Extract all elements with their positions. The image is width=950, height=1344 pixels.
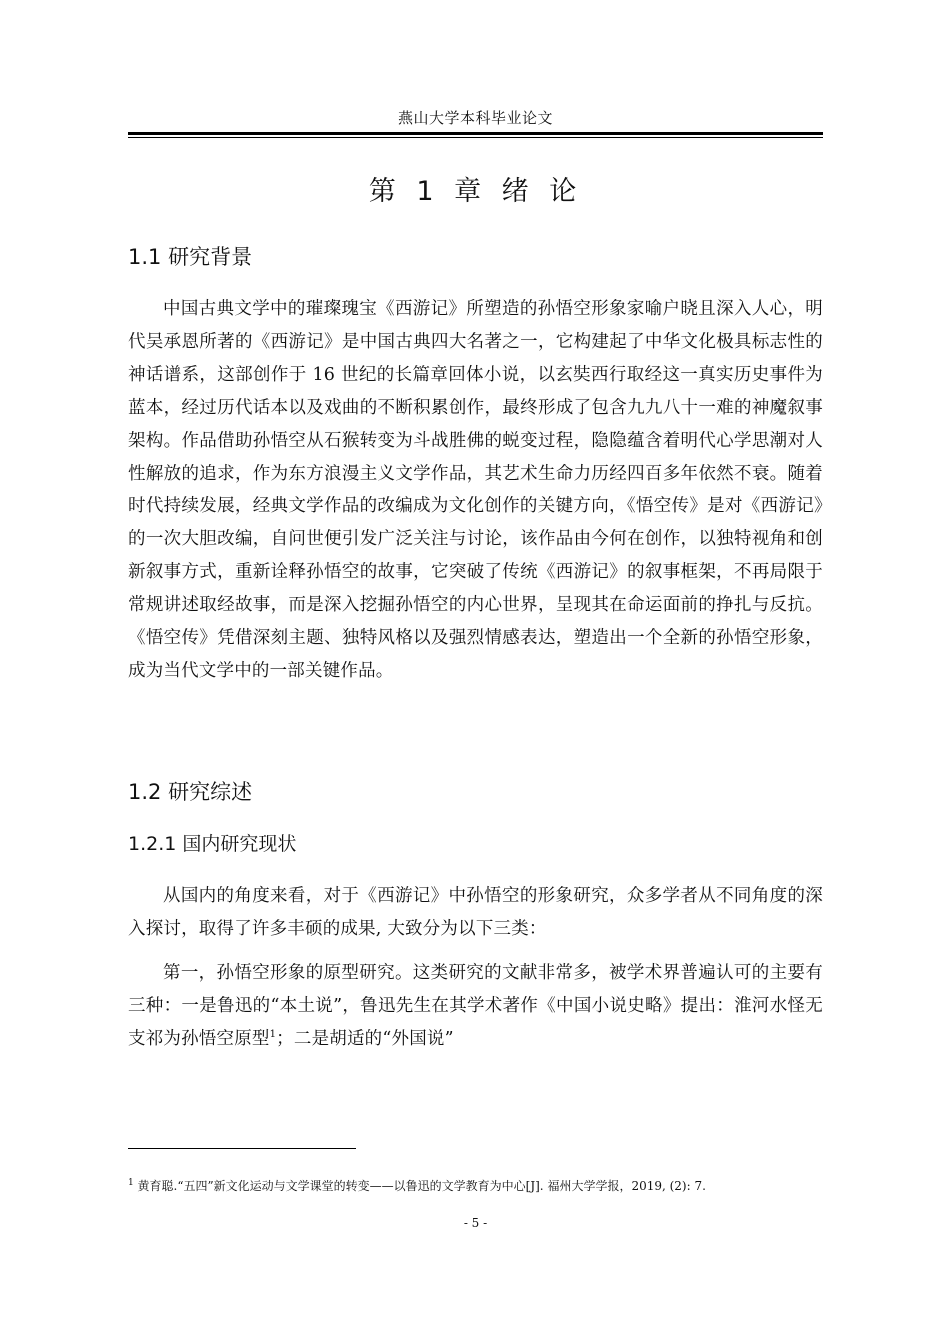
section-heading-1-2-1: 1.2.1 国内研究现状	[128, 833, 297, 855]
footnote-marker[interactable]: 1	[269, 1028, 277, 1040]
background-paragraph: 中国古典文学中的璀璨瑰宝《西游记》所塑造的孙悟空形象家喻户晓且深入人心，明代吴承恩所著的《西游记》是中国古典四大名著之一，它构建起了中华文化极具标志性的神话谱系，这部创作于 16 世纪的长篇章回体小说，以玄奘西行取经这一真实历史事件为蓝本，经过历代话本以及戏曲的不断积累创作，最终形成了包含九九八十一难的神魔叙事架构。作品借助孙悟空从石猴转变为斗战胜佛的蜕变过程，隐隐蕴含着明代心学思潮对人性解放的追求，作为东方浪漫主义文学作品，其艺术生命力历经四百多年依然不衰。随着时代持续发展，经典文学作品的改编成为文化创作的关键方向，《悟空传》是对《西游记》的一次大胆改编，自问世便引发广泛关注与讨论，该作品由今何在创作，以独特视角和创新叙事方式，重新诠释孙悟空的故事，它突破了传统《西游记》的叙事框架，不再局限于常规讲述取经故事，而是深入挖掘孙悟空的内心世界，呈现其在命运面前的挣扎与反抗。《悟空传》凭借深刻主题、独特风格以及强烈情感表达，塑造出一个全新的孙悟空形象，成为当代文学中的一部关键作品。	[128, 299, 823, 681]
footnote-text: 黄育聪.“五四”新文化运动与文学课堂的转变——以鲁迅的文学教育为中心[J]. 福州大学学报，2019, (2): 7.	[133, 1179, 706, 1193]
footnote-number: 1	[128, 1178, 134, 1188]
domestic-research-paragraph-1: 从国内的角度来看，对于《西游记》中孙悟空的形象研究，众多学者从不同角度的深入探讨，取得了许多丰硕的成果, 大致分为以下三类：	[128, 886, 823, 939]
footnote	[128, 1174, 823, 1195]
page-number: - 5 -	[463, 1216, 488, 1230]
header-rule-thick	[128, 132, 823, 135]
footnote-rule	[128, 1148, 356, 1149]
paragraph-2-text-cont: ；二是胡适的“外国说”	[276, 1028, 454, 1049]
section-heading-1-1: 1.1 研究背景	[128, 245, 253, 269]
domestic-research-paragraph-2	[128, 957, 823, 1056]
running-header: 燕山大学本科毕业论文	[397, 109, 553, 127]
chapter-title: 第 1 章 绪 论	[368, 176, 583, 207]
header-rule-thin	[128, 137, 823, 138]
paragraph-2-text: 第一，孙悟空形象的原型研究。这类研究的文献非常多，被学术界普遍认可的主要有三种：一是鲁迅的“本土说”，鲁迅先生在其学术著作《中国小说史略》提出：淮河水怪无支祁为孙悟空原型	[128, 963, 823, 1049]
section-heading-1-2: 1.2 研究综述	[128, 780, 253, 804]
